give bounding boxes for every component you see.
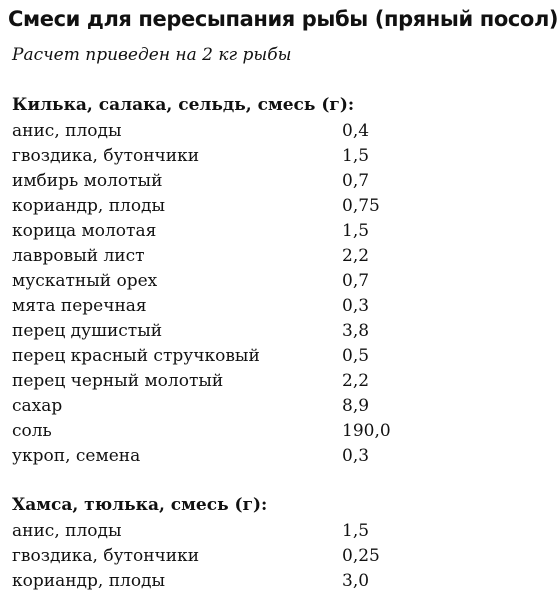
list-item — [12, 394, 482, 419]
item-name: лавровый лист — [12, 246, 145, 266]
item-name: перец душистый — [12, 321, 163, 341]
item-value: 3,8 — [342, 321, 370, 341]
list-item — [12, 144, 482, 169]
section-heading: Хамса, тюлька, смесь (г): — [12, 495, 268, 515]
list-item — [12, 294, 482, 319]
item-name: корица молотая — [12, 221, 157, 241]
item-value: 1,5 — [342, 221, 370, 241]
item-name: мускатный орех — [12, 271, 158, 291]
list-item — [12, 444, 482, 469]
list-item — [12, 219, 482, 244]
list-item — [12, 194, 482, 219]
item-name: укроп, семена — [12, 446, 141, 466]
item-value: 3,0 — [342, 571, 370, 591]
list-item — [12, 519, 482, 544]
list-item — [12, 319, 482, 344]
list-item — [12, 269, 482, 294]
item-value: 8,9 — [342, 396, 370, 416]
item-name: кориандр, плоды — [12, 571, 166, 591]
item-value: 0,75 — [342, 196, 380, 216]
item-name: анис, плоды — [12, 521, 122, 541]
item-name: сахар — [12, 396, 63, 416]
list-item — [12, 419, 482, 444]
item-value: 0,3 — [342, 446, 370, 466]
item-value: 0,4 — [342, 121, 370, 141]
item-name: кориандр, плоды — [12, 196, 166, 216]
item-name: анис, плоды — [12, 121, 122, 141]
section-heading: Килька, салака, сельдь, смесь (г): — [12, 95, 355, 115]
item-name: перец черный молотый — [12, 371, 224, 391]
list-item — [12, 569, 482, 594]
item-value: 0,3 — [342, 296, 370, 316]
list-item — [12, 169, 482, 194]
item-value: 0,5 — [342, 346, 370, 366]
item-value: 1,5 — [342, 146, 370, 166]
page-title: Смеси для пересыпания рыбы (пряный посол) — [8, 7, 558, 31]
item-value: 0,7 — [342, 171, 370, 191]
list-item — [12, 369, 482, 394]
item-value: 0,7 — [342, 271, 370, 291]
section-khamsa-tyulka — [12, 494, 482, 594]
item-value: 2,2 — [342, 246, 370, 266]
list-item — [12, 344, 482, 369]
item-name: гвоздика, бутончики — [12, 146, 200, 166]
item-value: 190,0 — [342, 421, 391, 441]
list-item — [12, 119, 482, 144]
item-value: 2,2 — [342, 371, 370, 391]
item-name: гвоздика, бутончики — [12, 546, 200, 566]
item-value: 0,25 — [342, 546, 380, 566]
item-value: 1,5 — [342, 521, 370, 541]
item-name: соль — [12, 421, 52, 441]
item-name: имбирь молотый — [12, 171, 163, 191]
list-item — [12, 544, 482, 569]
section-kilka-salaka-seld — [12, 94, 482, 469]
list-item — [12, 244, 482, 269]
page-subtitle: Расчет приведен на 2 кг рыбы — [12, 45, 292, 65]
item-name: перец красный стручковый — [12, 346, 260, 366]
item-name: мята перечная — [12, 296, 147, 316]
